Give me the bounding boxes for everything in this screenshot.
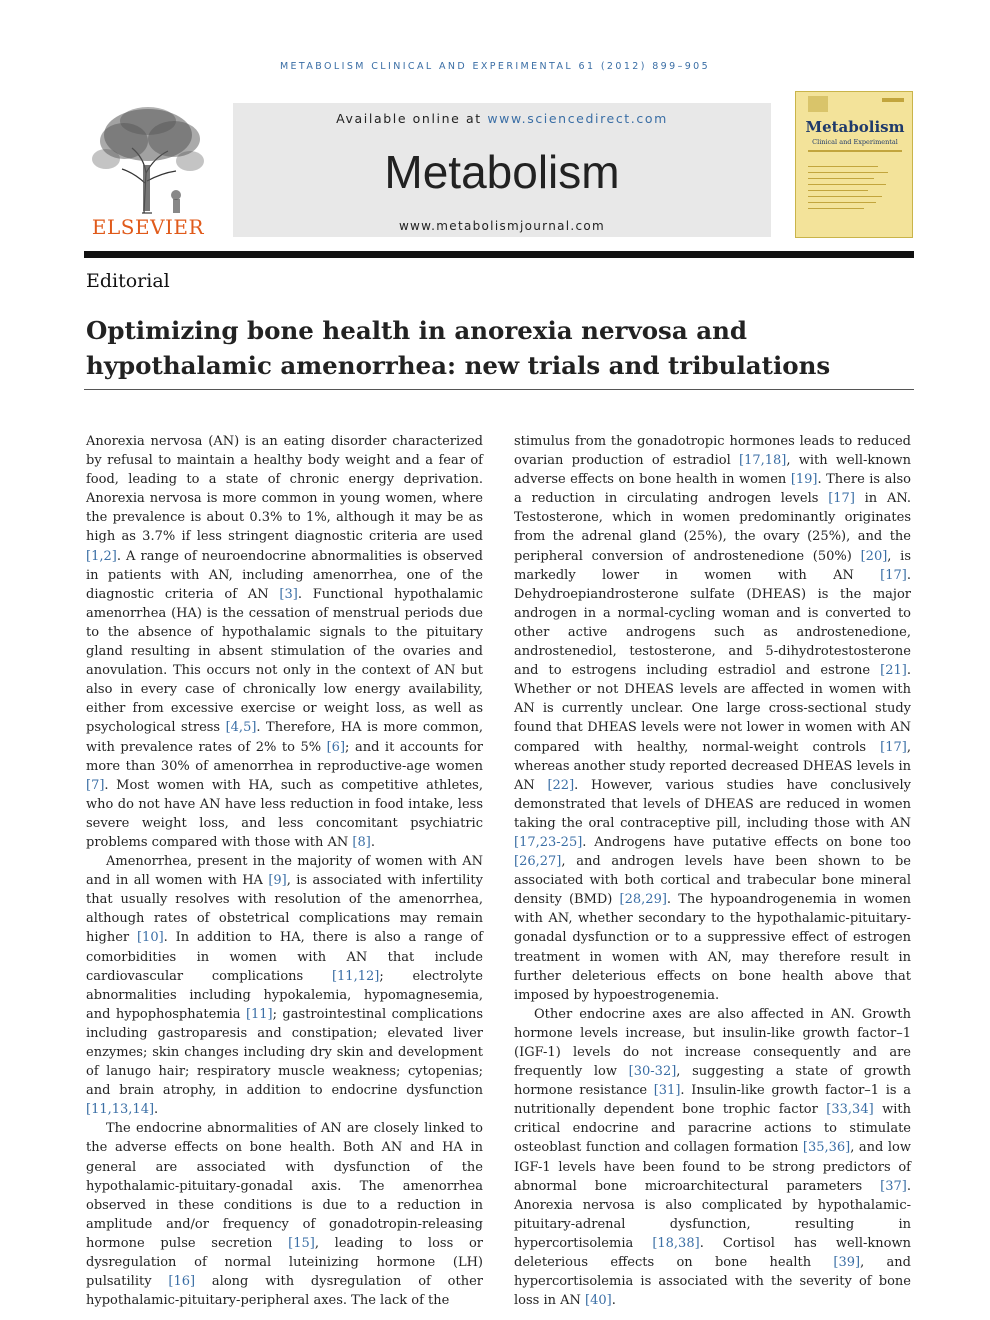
citation-link[interactable]: [1,2] [86, 548, 117, 564]
available-prefix: Available online at [336, 111, 482, 126]
cover-line [808, 166, 878, 167]
citation-link[interactable]: [30-32] [628, 1064, 677, 1080]
cover-line [808, 208, 864, 209]
cover-issue-mark [882, 98, 904, 102]
citation-link[interactable]: [11,13,14] [86, 1102, 155, 1118]
citation-link[interactable]: [39] [833, 1255, 861, 1271]
title-rule [84, 389, 914, 390]
sciencedirect-link[interactable]: www.sciencedirect.com [487, 111, 668, 126]
journal-name: Metabolism [384, 146, 620, 198]
citation-link[interactable]: [11] [245, 1006, 273, 1022]
elsevier-wordmark: ELSEVIER [91, 215, 205, 239]
citation-link[interactable]: [20] [860, 548, 888, 564]
body-paragraph: Anorexia nervosa (AN) is an eating disorder characterized by refusal to maintain a healthy body weight and a fear of food, leading to a state of chronic energy deprivation. Anorexia nervosa is more common in young women, where the prevalence is about 0.3% to 1%, although it may be as high as 3.7% if less stringent diagnostic criteria are used [1,2]. A range of neuroendocrine abnormalities is observed in patients with AN, including amenorrhea, one of the diagnostic criteria of AN [3]. Functional hypothalamic amenorrhea (HA) is the cessation of menstrual periods due to the absence of hypothalamic signals to the pituitary gland resulting in absent stimulation of the ovaries and anovulation. This occurs not only in the context of AN but also in every case of chronically low energy availability, either from excessive exercise or weight loss, as well as psychological stress [4,5]. Therefore, HA is more common, with prevalence rates of 2% to 5% [6]; and it accounts for more than 30% of amenorrhea in reproductive-age women [7]. Most women with HA, such as competitive athletes, who do not have AN have less reduction in food intake, less severe weight loss, and less concomitant psychiatric problems compared with those with AN [8]. [86, 434, 483, 850]
body-column-right [514, 432, 911, 1310]
cover-line [808, 196, 882, 197]
cover-title: Metabolism [805, 118, 905, 136]
citation-link[interactable]: [31] [653, 1083, 681, 1099]
journal-cover-thumbnail [795, 91, 913, 238]
citation-link[interactable]: [22] [547, 777, 575, 793]
cover-line [808, 150, 902, 152]
citation-link[interactable]: [37] [880, 1178, 907, 1194]
citation-link[interactable]: [17] [880, 567, 907, 583]
cover-line [808, 178, 874, 179]
header-rule [84, 251, 914, 258]
journal-header [233, 103, 771, 237]
citation-link[interactable]: [21] [880, 663, 907, 679]
available-online [233, 111, 771, 126]
citation-link[interactable]: [19] [790, 472, 818, 488]
citation-link[interactable]: [17,18] [739, 453, 787, 469]
section-label: Editorial [86, 270, 170, 292]
citation-link[interactable]: [15] [288, 1235, 315, 1251]
citation-link[interactable]: [40] [585, 1293, 612, 1309]
citation-link[interactable]: [10] [136, 930, 164, 946]
cover-line [808, 190, 868, 191]
citation-link[interactable]: [8] [352, 834, 371, 850]
citation-link[interactable]: [9] [268, 873, 287, 889]
body-column-left [86, 432, 483, 1310]
citation-link[interactable]: [3] [279, 586, 298, 602]
citation-link[interactable]: [6] [326, 739, 346, 755]
citation-link[interactable]: [18,38] [652, 1235, 700, 1251]
citation-link[interactable]: [17,23-25] [514, 834, 583, 850]
body-paragraph: The endocrine abnormalities of AN are closely linked to the adverse effects on bone health. Both AN and HA in general are associated with dysfunction of the hypothalamic-pituitary-gonadal axis. The amenorrhea observed in these conditions is due to a reduction in amplitude and/or frequency of gonadotropin-releasing hormone pulse secretion [15], leading to loss or dysregulation of normal luteinizing hormone (LH) pulsatility [16] along with dysregulation of other hypothalamic-pituitary-peripheral axes. The lack of the [86, 1121, 484, 1309]
body-paragraph: Amenorrhea, present in the majority of women with AN and in all women with HA [9], is associated with infertility that usually resolves with resolution of the amenorrhea, although rates of obstetrical complications may remain higher [10]. In addition to HA, there is also a range of comorbidities in women with AN that include cardiovascular complications [11,12]; electrolyte abnormalities including hypokalemia, hypomagnesemia, and hypophosphatemia [11]; gastrointestinal complications including gastroparesis and constipation; elevated liver enzymes; skin changes including dry skin and development of lanugo hair; respiratory muscle weakness; cytopenias; and brain atrophy, in addition to endocrine dysfunction [11,13,14]. [86, 854, 483, 1118]
journal-url[interactable]: www.metabolismjournal.com [398, 219, 606, 233]
body-paragraph: Other endocrine axes are also affected in AN. Growth hormone levels increase, but insulin-like growth factor–1 (IGF-1) levels do not increase consequently and are frequently low [30-32], suggesting a state of growth hormone resistance [31]. Insulin-like growth factor–1 is a nutritionally dependent bone trophic factor [33,34] with critical endocrine and paracrine actions to stimulate osteoblast function and collagen formation [35,36], and low IGF-1 levels have been found to be strong predictors of abnormal bone microarchitectural parameters [37]. Anorexia nervosa is also complicated by hypothalamic-pituitary-adrenal dysfunction, resulting in hypercortisolemia [18,38]. Cortisol has well-known deleterious effects on bone health [39], and hypercortisolemia is associated with the severity of bone loss in AN [40]. [514, 1006, 911, 1309]
citation-link[interactable]: [16] [168, 1274, 196, 1290]
citation-link[interactable]: [17] [880, 739, 907, 755]
citation-link[interactable]: [33,34] [826, 1102, 874, 1118]
citation-link[interactable]: [28,29] [619, 892, 667, 908]
cover-line [808, 172, 888, 173]
citation-link[interactable]: [11,12] [331, 968, 380, 984]
journal-citation: METABOLISM CLINICAL AND EXPERIMENTAL 61 (2012) 899–905 [279, 61, 711, 72]
citation-link[interactable]: [17] [828, 491, 855, 507]
cover-line [808, 202, 876, 203]
citation-link[interactable]: [35,36] [802, 1140, 851, 1156]
citation-link[interactable]: [4,5] [225, 720, 257, 736]
citation-link[interactable]: [7] [86, 777, 105, 793]
cover-line [808, 184, 886, 185]
article-title: Optimizing bone health in anorexia nervosa and hypothalamic amenorrhea: new trials and tribulations [86, 316, 831, 380]
body-paragraph: stimulus from the gonadotropic hormones leads to reduced ovarian production of estradiol [17,18], with well-known adverse effects on bone health in women [19]. There is also a reduction in circulating androgen levels [17] in AN. Testosterone, which in women predominantly originates from the adrenal gland (25%), the ovary (25%), and the peripheral conversion of androstenedione (50%) [20], is markedly lower in women with AN [17]. Dehydroepiandrosterone sulfate (DHEAS) is the major androgen in a normal-cycling woman and is converted to other active androgens such as androstenedione, androstenediol, testosterone, and 5-dihydrotestosterone and to estrogens including estradiol and estrone [21]. Whether or not DHEAS levels are affected in women with AN is currently unclear. One large cross-sectional study found that DHEAS levels were not lower in women with AN compared with healthy, normal-weight controls [17], whereas another study reported decreased DHEAS levels in AN [22]. However, various studies have conclusively demonstrated that levels of DHEAS are reduced in women taking the oral contraceptive pill, including those with AN [17,23-25]. Androgens have putative effects on bone too [26,27], and androgen levels have been shown to be associated with both cortical and trabecular bone mineral density (BMD) [28,29]. The hypoandrogenemia in women with AN, whether secondary to the hypothalamic-pituitary-gonadal dysfunction or to a suppressive effect of estrogen treatment in women with AN, may therefore result in further deleterious effects on bone health above that imposed by hypoestrogenemia. [514, 434, 912, 1003]
cover-logo-mark [808, 96, 828, 112]
citation-link[interactable]: [26,27] [514, 854, 562, 870]
cover-subtitle: Clinical and Experimental [812, 138, 898, 146]
